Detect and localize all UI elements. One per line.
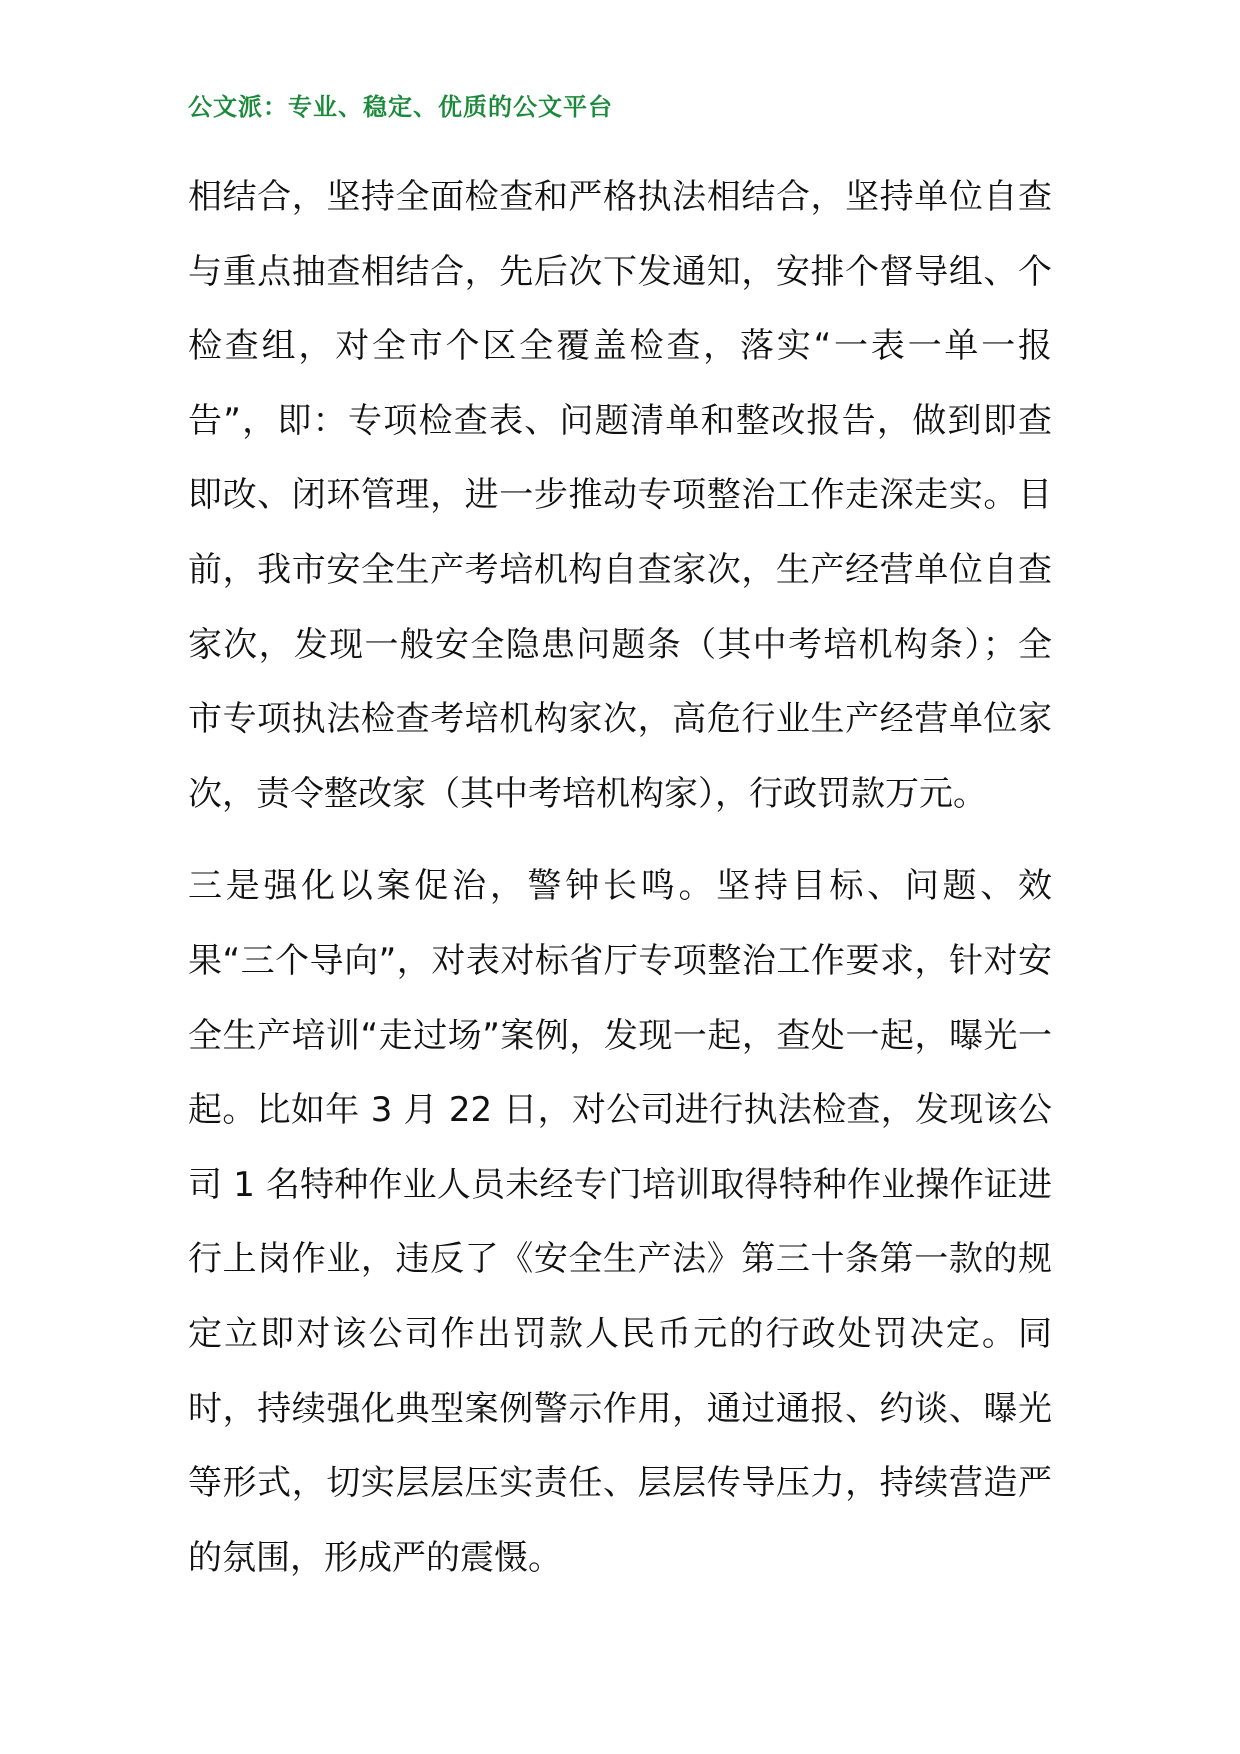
document-body [188, 160, 1052, 1595]
paragraph-2: 三是强化以案促治，警钟长鸣。坚持目标、问题、效果“三个导向”，对表对标省厅专项整治工作要求，针对安全生产培训“走过场”案例，发现一起，查处一起，曝光一起。比如年 3 月 22 日，对公司进行执法检查，发现该公司 1 名特种作业人员未经专门培训取得特种作业操作证进行上岗作业，违反了《安全生产法》第三十条第一款的规定立即对该公司作出罚款人民币元的行政处罚决定。同时，持续强化典型案例警示作用，通过通报、约谈、曝光等形式，切实层层压实责任、层层传导压力，持续营造严的氛围，形成严的震慑。 [188, 866, 1052, 1578]
paragraph-1: 相结合，坚持全面检查和严格执法相结合，坚持单位自查与重点抽查相结合，先后次下发通知，安排个督导组、个检查组，对全市个区全覆盖检查，落实“一表一单一报告”，即：专项检查表、问题清单和整改报告，做到即查即改、闭环管理，进一步推动专项整治工作走深走实。目前，我市安全生产考培机构自查家次，生产经营单位自查家次，发现一般安全隐患问题条（其中考培机构条）；全市专项执法检查考培机构家次，高危行业生产经营单位家次，责令整改家（其中考培机构家），行政罚款万元。 [188, 177, 1052, 814]
header-title: 公文派：专业、稳定、优质的公文平台 [188, 93, 613, 121]
